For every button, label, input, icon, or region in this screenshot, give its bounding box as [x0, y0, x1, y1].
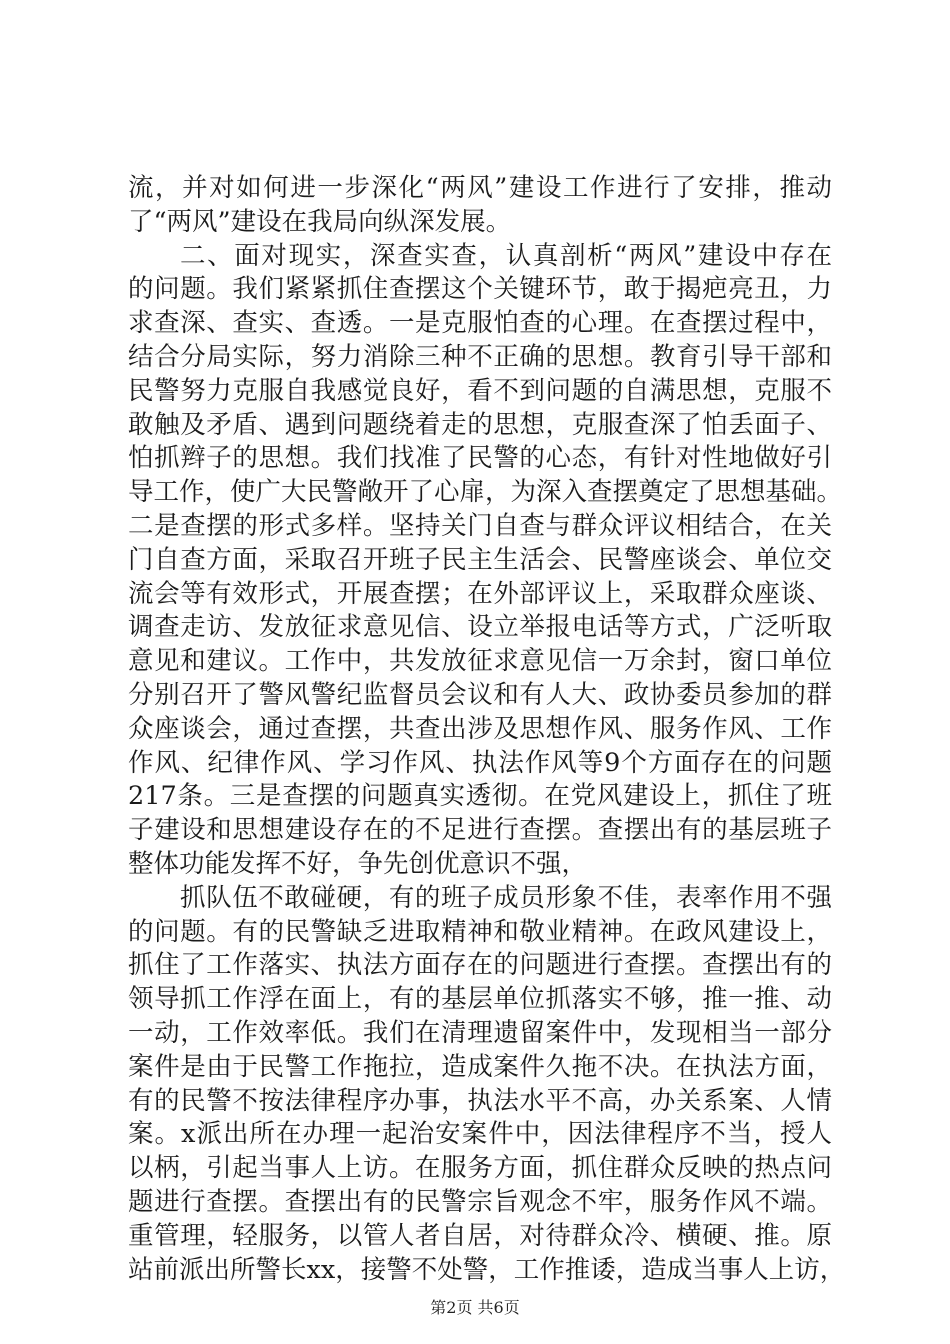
text-line: 意见和建议。工作中，共发放征求意见信一万余封，窗口单位 [128, 646, 832, 677]
text-line: 二、面对现实，深查实查，认真剖析“两风”建设中存在 [180, 240, 832, 271]
text-line: 的问题。有的民警缺乏进取精神和敬业精神。在政风建设上， [128, 916, 832, 947]
text-line: 流会等有效形式，开展查摆；在外部评议上，采取群众座谈、 [128, 578, 832, 609]
text-line: 结合分局实际，努力消除三种不正确的思想。教育引导干部和 [128, 341, 832, 372]
text-line: 二是查摆的形式多样。坚持关门自查与群众评议相结合，在关 [128, 510, 832, 541]
page-footer: 第2页 共6页 [430, 1298, 520, 1317]
text-line: 217条。三是查摆的问题真实透彻。在党风建设上，抓住了班 [128, 781, 832, 812]
text-line: 抓住了工作落实、执法方面存在的问题进行查摆。查摆出有的 [128, 950, 832, 981]
text-line: 敢触及矛盾、遇到问题绕着走的思想，克服查深了怕丢面子、 [128, 409, 832, 440]
text-line: 站前派出所警长xx，接警不处警，工作推诿，造成当事人上访， [128, 1254, 846, 1285]
text-line: 抓队伍不敢碰硬，有的班子成员形象不佳，表率作用不强 [180, 882, 832, 913]
text-line: 调查走访、发放征求意见信、设立举报电话等方式，广泛听取 [128, 612, 832, 643]
text-line: 众座谈会，通过查摆，共查出涉及思想作风、服务作风、工作 [128, 713, 832, 744]
document-body [128, 172, 846, 1287]
text-line: 领导抓工作浮在面上，有的基层单位抓落实不够，推一推、动 [128, 984, 832, 1015]
text-line: 重管理，轻服务，以管人者自居，对待群众冷、横硬、推。原 [128, 1220, 832, 1251]
paragraph [128, 172, 832, 240]
text-line: 案件是由于民警工作拖拉，造成案件久拖不决。在执法方面， [128, 1051, 832, 1082]
text-line: 有的民警不按法律程序办事，执法水平不高，办关系案、人情 [128, 1085, 832, 1116]
text-line: 分别召开了警风警纪监督员会议和有人大、政协委员参加的群 [128, 679, 832, 710]
text-line: 门自查方面，采取召开班子民主生活会、民警座谈会、单位交 [128, 544, 832, 575]
paragraph [128, 240, 843, 882]
text-line: 整体功能发挥不好，争先创优意识不强， [128, 848, 588, 879]
text-line: 一动，工作效率低。我们在清理遗留案件中，发现相当一部分 [128, 1017, 832, 1048]
text-line: 了“两风”建设在我局向纵深发展。 [128, 206, 512, 237]
text-line: 导工作，使广大民警敞开了心扉，为深入查摆奠定了思想基础。 [128, 477, 843, 508]
paragraph [128, 882, 846, 1288]
text-line: 子建设和思想建设存在的不足进行查摆。查摆出有的基层班子 [128, 815, 832, 846]
text-line: 民警努力克服自我感觉良好，看不到问题的自满思想，克服不 [128, 375, 832, 406]
text-line: 怕抓辫子的思想。我们找准了民警的心态，有针对性地做好引 [128, 443, 832, 474]
text-line: 案。x派出所在办理一起治安案件中，因法律程序不当，授人 [128, 1119, 832, 1150]
text-line: 作风、纪律作风、学习作风、执法作风等9个方面存在的问题 [128, 747, 832, 778]
text-line: 流，并对如何进一步深化“两风”建设工作进行了安排，推动 [128, 173, 832, 203]
text-line: 的问题。我们紧紧抓住查摆这个关键环节，敢于揭疤亮丑，力 [128, 274, 832, 305]
text-line: 题进行查摆。查摆出有的民警宗旨观念不牢，服务作风不端。 [128, 1186, 832, 1217]
text-line: 求查深、查实、查透。一是克服怕查的心理。在查摆过程中， [128, 308, 832, 339]
text-line: 以柄，引起当事人上访。在服务方面，抓住群众反映的热点问 [128, 1153, 832, 1184]
